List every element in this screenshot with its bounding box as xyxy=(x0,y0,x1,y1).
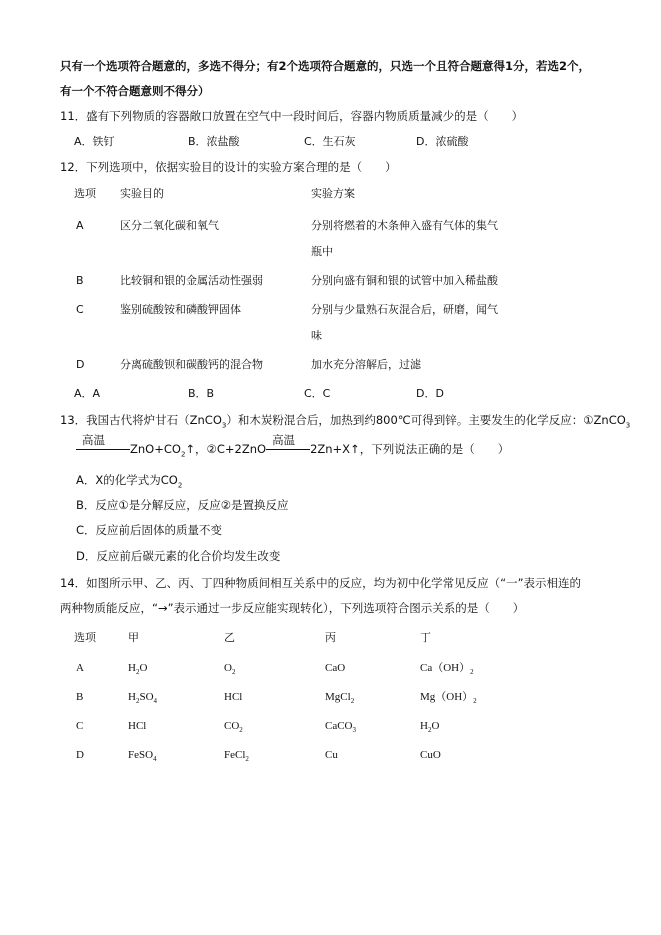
q12-header-option: 选项 xyxy=(74,187,96,200)
q14-row-c-ding: $H_2O$ xyxy=(420,720,440,735)
q14-stem-2: 两种物质能反应，“→”表示通过一步反应能实现转化），下列选项符合图示关系的是（ ） xyxy=(60,601,525,615)
q12-row-c-plan-2: 味 xyxy=(311,329,322,342)
q14-row-a-yi: $O_2$ xyxy=(224,662,236,677)
q12-row-c-plan-1: 分别与少量熟石灰混合后，研磨，闻气 xyxy=(311,303,498,316)
q14-row-d-bing: Cu xyxy=(325,749,338,761)
q14-header-ding: 丁 xyxy=(420,631,431,644)
q14-row-d-yi: FeCl$_2$ xyxy=(224,749,249,764)
q14-row-c-jia: HCl xyxy=(128,720,147,732)
q14-row-d-opt: D xyxy=(76,749,84,761)
q12-row-a-plan-2: 瓶中 xyxy=(311,245,333,258)
q14-row-b-ding: $Mg(OH)_2$ xyxy=(420,691,477,706)
reaction-condition-2: 高温 xyxy=(266,441,310,457)
q12-row-d-opt: D xyxy=(76,358,85,371)
q14-row-b-opt: B xyxy=(76,691,84,703)
intro-line-1: 只有一个选项符合题意的，多选不得分；有2个选项符合题意的，只选一个且符合题意得1分，若选2个， xyxy=(60,59,590,73)
q11-stem: 11．盛有下列物质的容器敞口放置在空气中一段时间后，容器内物质质量减少的是（ ） xyxy=(60,109,524,123)
q12-option-a: A．A xyxy=(74,387,101,400)
q14-row-b-bing: MgCl$_2$ xyxy=(325,691,355,706)
q12-row-b-purpose: 比较铜和银的金属活动性强弱 xyxy=(120,274,263,287)
q14-header-option: 选项 xyxy=(74,631,96,644)
q12-row-d-plan-1: 加水充分溶解后，过滤 xyxy=(311,358,421,371)
q14-header-jia: 甲 xyxy=(128,631,139,644)
q13-option-c: C．反应前后固体的质量不变 xyxy=(76,523,223,537)
q14-header-bing: 丙 xyxy=(325,631,336,644)
q14-stem-1: 14．如图所示甲、乙、丙、丁四种物质间相互关系中的反应，均为初中化学常见反应（“一”表示相连的 xyxy=(60,576,582,590)
q11-option-a: A．铁钉 xyxy=(74,135,115,148)
q13-equations: 高温 $ZnO+CO_2↑$，②C+2ZnO 高温 2Zn+X↑，下列说法正确的是（ ） xyxy=(76,441,509,462)
q13-option-b: B．反应①是分解反应，反应②是置换反应 xyxy=(76,498,289,512)
q12-option-c: C．C xyxy=(304,387,331,400)
q14-row-a-jia: $H_2O$ xyxy=(128,662,148,677)
q14-row-b-jia: $H_2SO_4$ xyxy=(128,691,158,706)
intro-line-2: 有一个不符合题意则不得分） xyxy=(60,84,210,98)
q12-row-c-purpose: 鉴别硫酸铵和磷酸钾固体 xyxy=(120,303,241,316)
q13-option-a: A．X的化学式为$CO_2$ xyxy=(76,473,183,490)
q12-option-b: B．B xyxy=(188,387,215,400)
q12-row-a-plan-1: 分别将燃着的木条伸入盛有气体的集气 xyxy=(311,219,498,232)
q14-row-a-ding: $Ca(OH)_2$ xyxy=(420,662,474,677)
q12-row-b-opt: B xyxy=(76,274,84,287)
q12-row-a-opt: A xyxy=(76,219,84,232)
q14-header-yi: 乙 xyxy=(224,631,235,644)
q11-option-c: C．生石灰 xyxy=(304,135,356,148)
q12-header-purpose: 实验目的 xyxy=(120,187,164,200)
q14-row-b-yi: HCl xyxy=(224,691,243,703)
q14-row-a-opt: A xyxy=(76,662,84,674)
q12-row-a-purpose: 区分二氧化碳和氧气 xyxy=(120,219,219,232)
q12-option-d: D．D xyxy=(416,387,444,400)
q14-row-c-bing: CaCO$_3$ xyxy=(325,720,356,735)
q12-row-d-purpose: 分离硫酸钡和碳酸钙的混合物 xyxy=(120,358,263,371)
q14-row-c-opt: C xyxy=(76,720,84,732)
q12-stem: 12．下列选项中，依据实验目的设计的实验方案合理的是（ ） xyxy=(60,160,397,174)
q13-option-d: D．反应前后碳元素的化合价均发生改变 xyxy=(76,549,281,563)
q14-row-d-jia: FeSO$_4$ xyxy=(128,749,157,764)
q14-row-c-yi: $CO_2$ xyxy=(224,720,243,735)
q14-row-d-ding: CuO xyxy=(420,749,441,761)
q12-header-plan: 实验方案 xyxy=(311,187,355,200)
q12-row-b-plan-1: 分别向盛有铜和银的试管中加入稀盐酸 xyxy=(311,274,498,287)
q14-row-a-bing: CaO xyxy=(325,662,346,674)
q12-row-c-opt: C xyxy=(76,303,84,316)
q11-option-d: D．浓硫酸 xyxy=(416,135,469,148)
q11-option-b: B．浓盐酸 xyxy=(188,135,240,148)
q13-stem: 13．我国古代将炉甘石（ZnCO$_3$）和木炭粉混合后，加热到约800℃可得到锌。主要发生的化学反应：①ZnCO$_3$ xyxy=(60,413,631,430)
reaction-condition-1: 高温 xyxy=(76,441,130,457)
